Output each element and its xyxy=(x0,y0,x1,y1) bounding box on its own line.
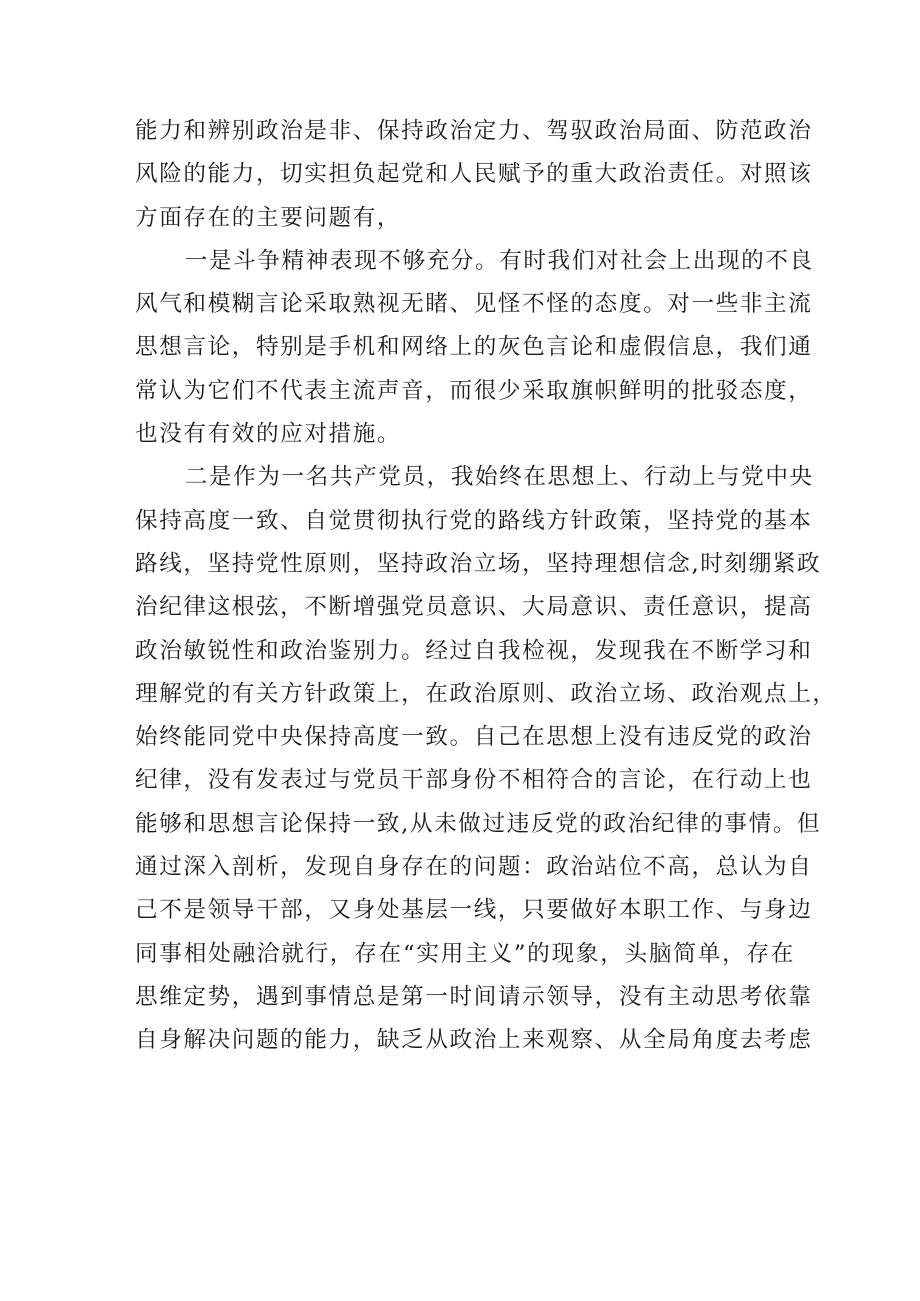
text-line: 能力和辨别政治是非、保持政治定力、驾驭政治局面、防范政治 xyxy=(135,118,813,144)
text-line: 一是斗争精神表现不够充分。有时我们对社会上出现的不良 xyxy=(184,247,814,274)
text-line: 同事相处融洽就行，存在“实用主义”的现象，头脑简单，存在 xyxy=(135,940,795,967)
text-line: 理解党的有关方针政策上，在政治原则、政治立场、政治观点上， xyxy=(135,680,837,707)
text-line: 路线，坚持党性原则，坚持政治立场，坚持理想信念,时刻绷紧政 xyxy=(135,550,822,577)
text-line: 思维定势，遇到事情总是第一时间请示领导，没有主动思考依靠 xyxy=(135,983,813,1010)
text-line: 风险的能力，切实担负起党和人民赋予的重大政治责任。对照该 xyxy=(135,161,813,188)
text-line: 纪律，没有发表过与党员干部身份不相符合的言论，在行动上也 xyxy=(135,767,813,794)
text-line: 保持高度一致、自觉贯彻执行党的路线方针政策，坚持党的基本 xyxy=(135,507,813,534)
text-line: 二是作为一名共产党员，我始终在思想上、行动上与党中央 xyxy=(184,464,814,491)
text-line: 方面存在的主要问题有， xyxy=(135,204,402,231)
text-line: 常认为它们不代表主流声音，而很少采取旗帜鲜明的批驳态度， xyxy=(135,377,813,404)
paragraph-1 xyxy=(135,110,813,240)
text-line: 治纪律这根弦，不断增强党员意识、大局意识、责任意识，提高 xyxy=(135,594,813,621)
paragraph-2 xyxy=(135,240,814,456)
paragraph-3 xyxy=(135,456,837,1062)
text-line: 思想言论，特别是手机和网络上的灰色言论和虚假信息，我们通 xyxy=(135,334,813,361)
body-text xyxy=(135,110,837,1063)
text-line: 能够和思想言论保持一致,从未做过违反党的政治纪律的事情。但 xyxy=(135,810,822,837)
text-line: 始终能同党中央保持高度一致。自己在思想上没有违反党的政治 xyxy=(135,724,813,751)
text-line: 己不是领导干部，又身处基层一线，只要做好本职工作、与身边 xyxy=(135,897,813,924)
text-line: 政治敏锐性和政治鉴别力。经过自我检视，发现我在不断学习和 xyxy=(135,637,813,664)
text-line: 通过深入剖析，发现自身存在的问题：政治站位不高，总认为自 xyxy=(135,854,813,881)
text-line: 自身解决问题的能力，缺乏从政治上来观察、从全局角度去考虑 xyxy=(135,1027,813,1054)
text-line: 风气和模糊言论采取熟视无睹、见怪不怪的态度。对一些非主流 xyxy=(135,291,813,318)
text-line: 也没有有效的应对措施。 xyxy=(135,421,402,448)
